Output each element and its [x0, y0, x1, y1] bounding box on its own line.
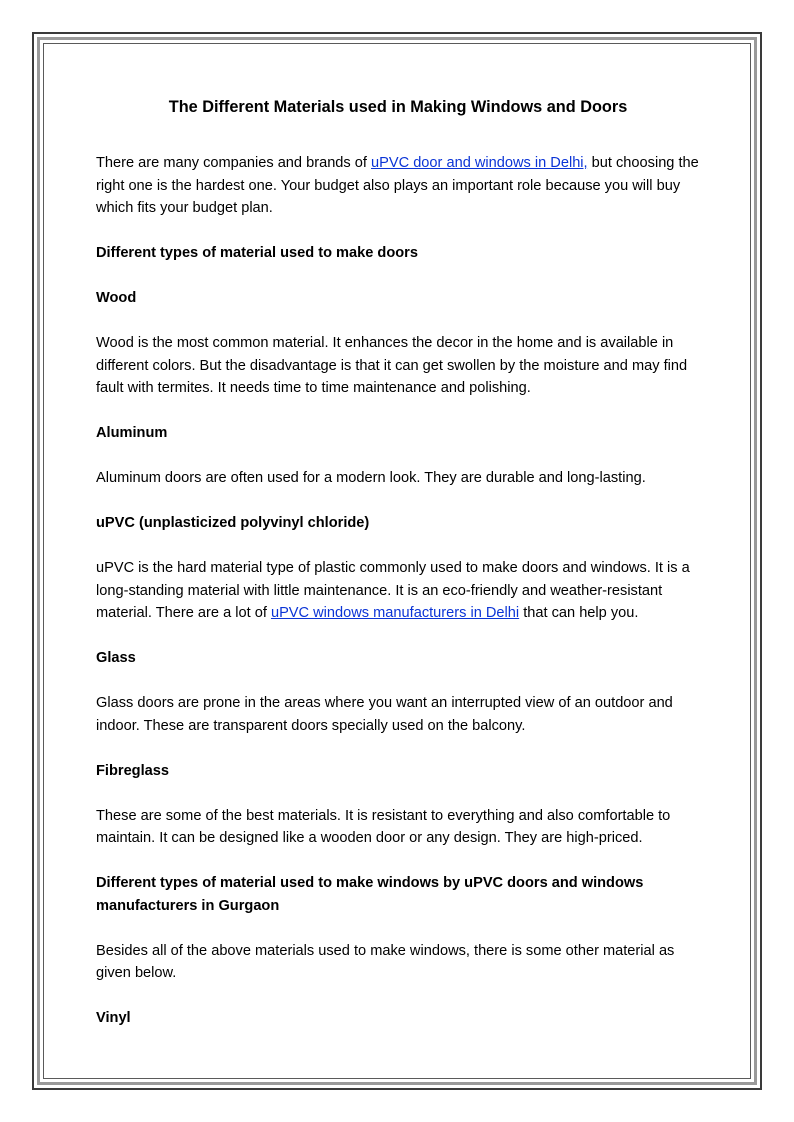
upvc-text-after: that can help you. [519, 605, 639, 621]
wood-paragraph: Wood is the most common material. It enhances the decor in the home and is available in different colors. But the disadvantage is that it can get swollen by the moisture and may find fault with termites. It needs time to time maintenance and polishing. [96, 335, 688, 396]
wood-heading: Wood [96, 290, 137, 306]
windows-intro-paragraph: Besides all of the above materials used to make windows, there is some other material as given below. [96, 942, 675, 981]
aluminum-paragraph: Aluminum doors are often used for a modern look. They are durable and long-lasting. [96, 470, 646, 486]
aluminum-heading: Aluminum [96, 425, 168, 441]
windows-section-heading: Different types of material used to make windows by uPVC doors and windows manufacturers in Gurgaon [96, 875, 644, 914]
fibreglass-heading: Fibreglass [96, 762, 169, 779]
vinyl-heading: Vinyl [96, 1010, 131, 1026]
glass-paragraph: Glass doors are prone in the areas where you want an interrupted view of an outdoor and indoor. These are transparent doors specially used on the balcony. [96, 695, 673, 734]
upvc-windows-manufacturers-delhi-link[interactable]: uPVC windows manufacturers in Delhi [270, 605, 520, 621]
upvc-heading: uPVC (unplasticized polyvinyl chloride) [96, 515, 370, 531]
intro-paragraph [96, 152, 700, 220]
page-title: The Different Materials used in Making Windows and Doors [168, 98, 628, 116]
intro-text-after: but choosing the right one is the hardest one. Your budget also plays an important role because you will buy which fits your budget plan. [96, 155, 699, 216]
upvc-text-before: uPVC is the hard material type of plastic commonly used to make doors and windows. It is a long-standing material with little maintenance. It is an eco-friendly and weather-resistant material. There are a lot of [96, 560, 690, 621]
intro-text-before: There are many companies and brands of [96, 155, 372, 171]
upvc-door-windows-delhi-link[interactable]: uPVC door and windows in Delhi, [371, 155, 588, 171]
doors-section-heading: Different types of material used to make doors [96, 245, 418, 261]
upvc-paragraph [96, 557, 700, 625]
document-body [96, 96, 700, 1052]
glass-heading: Glass [96, 650, 136, 666]
fibreglass-paragraph: These are some of the best materials. It is resistant to everything and also comfortable to maintain. It can be designed like a wooden door or any design. They are high-priced. [96, 807, 671, 846]
